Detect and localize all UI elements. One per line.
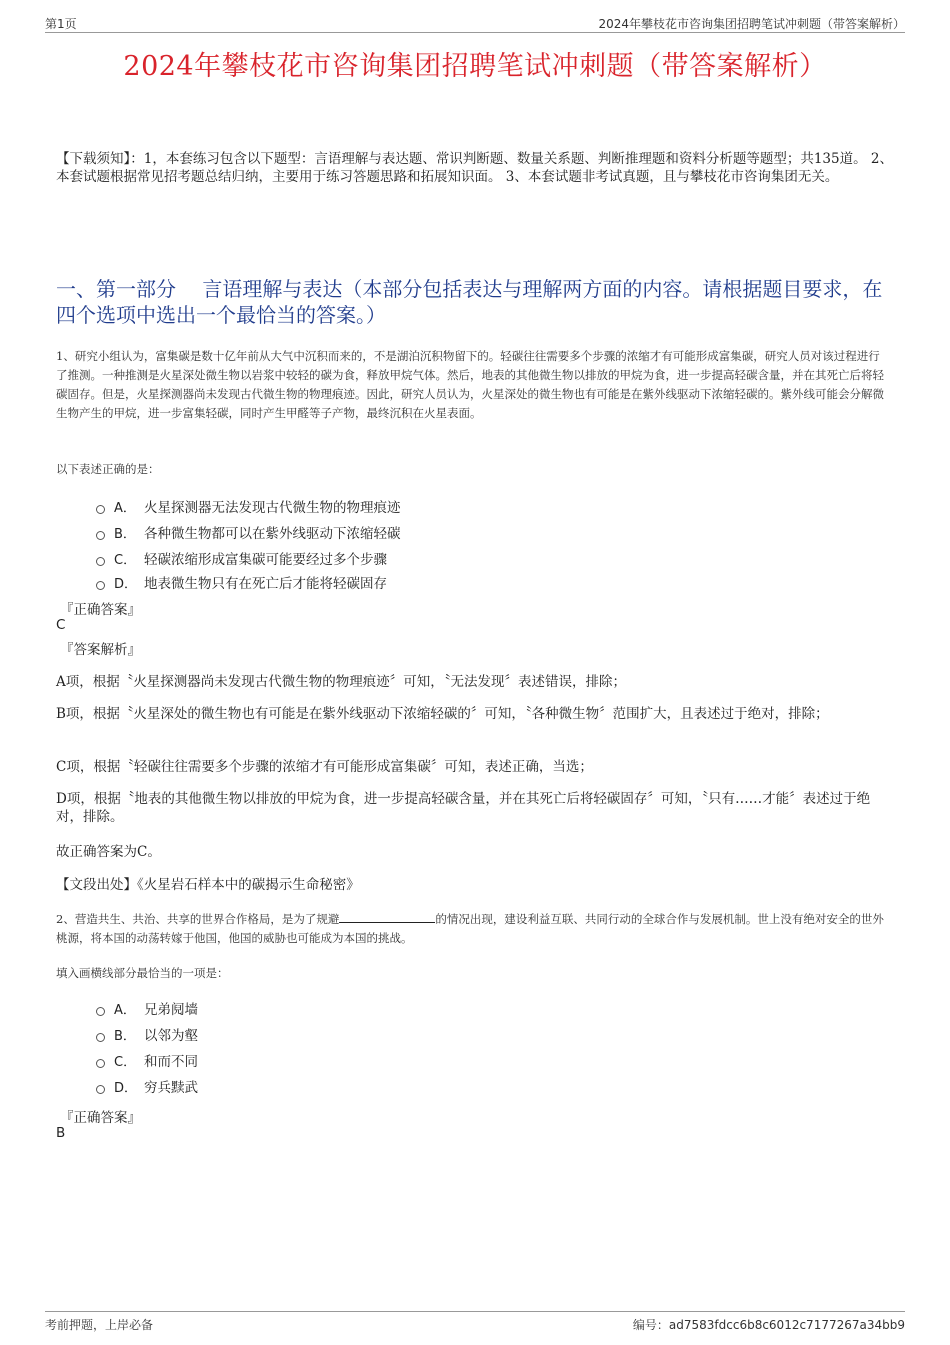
download-notice: 【下载须知】：1，本套练习包含以下题型：言语理解与表达题、常识判断题、数量关系题、判断推理题和资料分析题等题型；共135道。 2、本套试题根据常见招考题总结归纳，主要用于练习答题思路和拓展知识面。 3、本套试题非考试真题，且与攀枝花市咨询集团无关。	[56, 151, 893, 185]
q2-option-a[interactable]: A． 兄弟阋墙	[96, 995, 198, 1021]
q1-analysis-a: A项，根据〝火星探测器尚未发现古代微生物的物理痕迹〞可知，〝无法发现〞表述错误，排除；	[56, 674, 626, 690]
q1-analysis-d: D项，根据〝地表的其他微生物以排放的甲烷为食，进一步提高轻碳含量，并在其死亡后将轻碳固存〞可知，〝只有……才能〞表述过于绝对，排除。	[56, 791, 871, 825]
radio-button-icon[interactable]	[96, 1085, 105, 1094]
q1-option-c[interactable]: C． 轻碳浓缩形成富集碳可能要经过多个步骤	[96, 545, 401, 571]
radio-button-icon[interactable]	[96, 1033, 105, 1042]
question-2-options	[96, 995, 198, 1099]
q1-analysis-b: B项，根据〝火星深处的微生物也有可能是在紫外线驱动下浓缩轻碳的〞可知，〝各种微生物〞范围扩大，且表述过于绝对，排除；	[56, 706, 829, 722]
q1-option-d[interactable]: D． 地表微生物只有在死亡后才能将轻碳固存	[96, 571, 401, 593]
q2-option-d[interactable]: D． 穷兵黩武	[96, 1073, 198, 1099]
page-header	[45, 14, 905, 33]
radio-button-icon[interactable]	[96, 1059, 105, 1068]
q1-option-b[interactable]: B． 各种微生物都可以在紫外线驱动下浓缩轻碳	[96, 519, 401, 545]
document-title: 2024年攀枝花市咨询集团招聘笔试冲刺题（带答案解析）	[123, 51, 827, 82]
question-2-text: 2、营造共生、共治、共享的世界合作格局，是为了规避 的情况出现，建设利益互联、共同行动的全球合作与发展机制。世上没有绝对安全的世外桃源，将本国的动荡转嫁于他国，他国的威胁也可能成为本国的挑战。	[56, 912, 884, 945]
question-1-options	[96, 493, 401, 593]
q2-option-b[interactable]: B． 以邻为壑	[96, 1021, 198, 1047]
section-title: 一、第一部分 言语理解与表达（本部分包括表达与理解两方面的内容。请根据题目要求，在四个选项中选出一个最恰当的答案。）	[56, 277, 883, 327]
fill-in-blank	[339, 911, 435, 923]
q2-answer: B	[56, 1125, 66, 1141]
q1-answer: C	[56, 617, 66, 633]
q1-source: 【文段出处】《火星岩石样本中的碳揭示生命秘密》	[56, 877, 360, 893]
q1-analysis-label: 『答案解析』	[60, 642, 141, 658]
question-1-text: 1、研究小组认为，富集碳是数十亿年前从大气中沉积而来的，不是湖泊沉积物留下的。轻碳往往需要多个步骤的浓缩才有可能形成富集碳，研究人员对该过程进行了推测。一种推测是火星深处微生物以岩浆中较轻的碳为食，释放甲烷气体。然后，地表的其他微生物以排放的甲烷为食，进一步提高轻碳含量，并在其死亡后将轻碳固存。但是，火星探测器尚未发现古代微生物的物理痕迹。因此，研究人员认为，火星深处的微生物也有可能是在紫外线驱动下浓缩轻碳的。紫外线可能会分解微生物产生的甲烷，进一步富集轻碳，同时产生甲醛等子产物，最终沉积在火星表面。	[56, 349, 884, 420]
footer-slogan: 考前押题，上岸必备	[45, 1318, 154, 1332]
question-2-prompt: 填入画横线部分最恰当的一项是：	[56, 966, 229, 980]
q1-analysis-c: C项，根据〝轻碳往往需要多个步骤的浓缩才有可能形成富集碳〞可知，表述正确，当选；	[56, 759, 593, 775]
q2-option-c[interactable]: C． 和而不同	[96, 1047, 198, 1073]
header-doc-title: 2024年攀枝花市咨询集团招聘笔试冲刺题（带答案解析）	[598, 17, 905, 31]
q1-option-a[interactable]: A． 火星探测器无法发现古代微生物的物理痕迹	[96, 493, 401, 519]
question-1-prompt: 以下表述正确的是：	[56, 462, 160, 476]
page-footer	[45, 1311, 905, 1334]
radio-button-icon[interactable]	[96, 557, 105, 566]
radio-button-icon[interactable]	[96, 505, 105, 514]
q2-answer-label: 『正确答案』	[60, 1110, 141, 1126]
radio-button-icon[interactable]	[96, 1007, 105, 1016]
q1-answer-label: 『正确答案』	[60, 602, 141, 618]
q1-conclusion: 故正确答案为C。	[56, 844, 161, 860]
radio-button-icon[interactable]	[96, 531, 105, 540]
document-id: 编号：ad7583fdcc6b8c6012c7177267a34bb9	[632, 1318, 905, 1332]
page-number: 第1页	[45, 17, 77, 31]
radio-button-icon[interactable]	[96, 581, 105, 590]
